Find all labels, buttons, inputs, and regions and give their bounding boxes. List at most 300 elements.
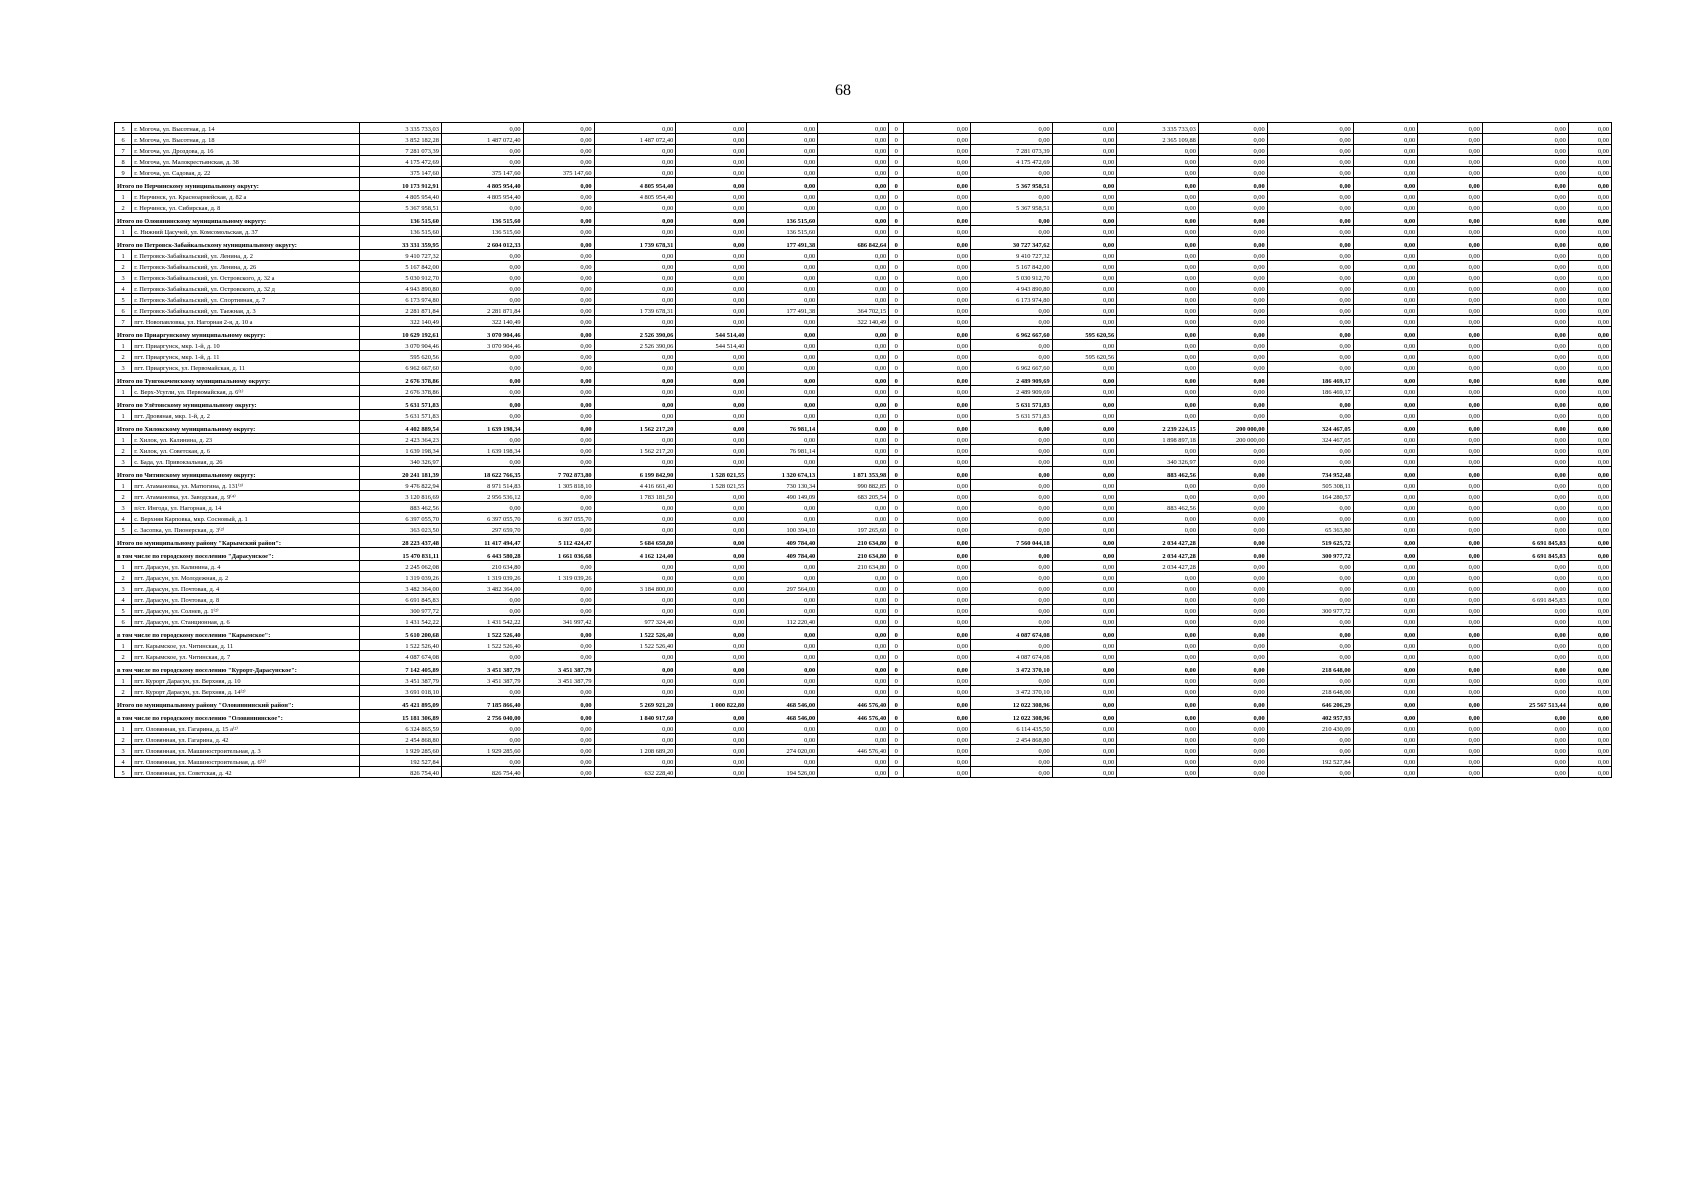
amount-cell: 0,00 bbox=[904, 756, 971, 767]
amount-cell: 0,00 bbox=[904, 421, 971, 434]
amount-cell: 0,00 bbox=[1353, 226, 1418, 237]
amount-cell: 0,00 bbox=[1482, 513, 1568, 524]
amount-cell: 0,00 bbox=[676, 734, 747, 745]
amount-cell: 0,00 bbox=[1418, 202, 1483, 213]
amount-cell: 0,00 bbox=[1418, 640, 1483, 651]
amount-cell: 136 515,60 bbox=[747, 226, 818, 237]
table-row bbox=[115, 640, 1612, 651]
address-cell: пгт. Приаргунск, мкр. 1-й, д. 10 bbox=[132, 340, 360, 351]
amount-cell: 0,00 bbox=[970, 123, 1052, 134]
amount-cell: 0,00 bbox=[1198, 191, 1267, 202]
subtotal-title: Итого по Петровск-Забайкальскому муниципальному округу: bbox=[115, 237, 360, 250]
amount-cell: 0,00 bbox=[1353, 202, 1418, 213]
amount-cell: 0,00 bbox=[970, 316, 1052, 327]
amount-cell: 0,00 bbox=[1353, 640, 1418, 651]
table-row bbox=[115, 261, 1612, 272]
amount-cell: 446 576,40 bbox=[818, 745, 889, 756]
amount-cell: 6 114 435,50 bbox=[970, 723, 1052, 734]
amount-cell: 0,00 bbox=[1568, 351, 1611, 362]
amount-cell: 0,00 bbox=[1418, 710, 1483, 723]
amount-cell: 0,00 bbox=[1117, 767, 1199, 778]
amount-cell: 883 462,56 bbox=[1117, 467, 1199, 480]
amount-cell: 0,00 bbox=[1353, 605, 1418, 616]
amount-cell: 4 805 954,40 bbox=[594, 178, 676, 191]
amount-cell: 0,00 bbox=[1482, 756, 1568, 767]
amount-cell: 0,00 bbox=[818, 662, 889, 675]
amount-cell: 0,00 bbox=[1418, 167, 1483, 178]
amount-cell: 0,00 bbox=[676, 226, 747, 237]
amount-cell: 0,00 bbox=[676, 594, 747, 605]
subtotal-title: Итого по муниципальному району "Оловяннинский район": bbox=[115, 697, 360, 710]
amount-cell: 0,00 bbox=[1418, 480, 1483, 491]
table-row bbox=[115, 226, 1612, 237]
amount-cell: 0,00 bbox=[1353, 456, 1418, 467]
amount-cell: 0,00 bbox=[1267, 272, 1353, 283]
amount-cell: 0,00 bbox=[1267, 351, 1353, 362]
amount-cell: 0,00 bbox=[1052, 145, 1117, 156]
amount-cell: 0,00 bbox=[1353, 362, 1418, 373]
amount-cell: 0,00 bbox=[818, 156, 889, 167]
amount-cell: 0,00 bbox=[1568, 421, 1611, 434]
amount-cell: 0,00 bbox=[441, 502, 523, 513]
subtotal-title: в том числе по городскому поселению "Дарасунское": bbox=[115, 548, 360, 561]
amount-cell: 0,00 bbox=[1198, 572, 1267, 583]
amount-cell: 0,00 bbox=[1117, 627, 1199, 640]
amount-cell: 0,00 bbox=[1052, 723, 1117, 734]
amount-cell: 0,00 bbox=[747, 686, 818, 697]
amount-cell: 0,00 bbox=[970, 445, 1052, 456]
amount-cell: 0,00 bbox=[1482, 156, 1568, 167]
amount-cell: 5 367 958,51 bbox=[360, 202, 442, 213]
amount-cell: 0,00 bbox=[1482, 445, 1568, 456]
amount-cell: 0,00 bbox=[904, 316, 971, 327]
amount-cell: 0 bbox=[889, 627, 904, 640]
amount-cell: 0,00 bbox=[523, 710, 594, 723]
amount-cell: 300 977,72 bbox=[1267, 548, 1353, 561]
table-row bbox=[115, 513, 1612, 524]
amount-cell: 0,00 bbox=[523, 123, 594, 134]
amount-cell: 0,00 bbox=[1418, 250, 1483, 261]
amount-cell: 0,00 bbox=[1198, 480, 1267, 491]
amount-cell: 6 962 667,60 bbox=[970, 327, 1052, 340]
table-row bbox=[115, 305, 1612, 316]
amount-cell: 4 175 472,69 bbox=[360, 156, 442, 167]
amount-cell: 0 bbox=[889, 191, 904, 202]
amount-cell: 0,00 bbox=[1568, 434, 1611, 445]
address-cell: пгт. Оловянная, ул. Гагарина, д. 42 bbox=[132, 734, 360, 745]
amount-cell: 0,00 bbox=[676, 272, 747, 283]
amount-cell: 446 576,40 bbox=[818, 710, 889, 723]
amount-cell: 0,00 bbox=[1052, 583, 1117, 594]
amount-cell: 0,00 bbox=[1117, 410, 1199, 421]
amount-cell: 0,00 bbox=[523, 640, 594, 651]
amount-cell: 0,00 bbox=[1353, 445, 1418, 456]
address-cell: г. Нерчинск, ул. Красноармейская, д. 82 а bbox=[132, 191, 360, 202]
amount-cell: 0,00 bbox=[818, 397, 889, 410]
amount-cell: 0,00 bbox=[1117, 272, 1199, 283]
amount-cell: 0,00 bbox=[1568, 397, 1611, 410]
amount-cell: 2 281 871,84 bbox=[360, 305, 442, 316]
amount-cell: 0,00 bbox=[970, 583, 1052, 594]
amount-cell: 0,00 bbox=[1267, 640, 1353, 651]
amount-cell: 6 324 865,59 bbox=[360, 723, 442, 734]
subtotal-title: Итого по Улётовскому муниципальному округу: bbox=[115, 397, 360, 410]
amount-cell: 0,00 bbox=[1418, 627, 1483, 640]
amount-cell: 4 805 954,40 bbox=[441, 178, 523, 191]
amount-cell: 0,00 bbox=[747, 627, 818, 640]
amount-cell: 210 430,09 bbox=[1267, 723, 1353, 734]
amount-cell: 1 528 021,55 bbox=[676, 467, 747, 480]
amount-cell: 0,00 bbox=[1198, 548, 1267, 561]
amount-cell: 0,00 bbox=[1568, 202, 1611, 213]
amount-cell: 15 181 306,89 bbox=[360, 710, 442, 723]
amount-cell: 0,00 bbox=[1482, 480, 1568, 491]
amount-cell: 0,00 bbox=[1568, 686, 1611, 697]
amount-cell: 0,00 bbox=[1418, 340, 1483, 351]
amount-cell: 0 bbox=[889, 362, 904, 373]
amount-cell: 0,00 bbox=[594, 397, 676, 410]
amount-cell: 0,00 bbox=[818, 456, 889, 467]
amount-cell: 65 363,80 bbox=[1267, 524, 1353, 535]
amount-cell: 0,00 bbox=[441, 723, 523, 734]
amount-cell: 0,00 bbox=[904, 513, 971, 524]
amount-cell: 544 514,40 bbox=[676, 327, 747, 340]
amount-cell: 0,00 bbox=[1418, 502, 1483, 513]
amount-cell: 324 467,05 bbox=[1267, 421, 1353, 434]
address-cell: пгт. Атамановка, ул. Матюгина, д. 131⁽³⁾ bbox=[132, 480, 360, 491]
amount-cell: 0 bbox=[889, 745, 904, 756]
amount-cell: 0,00 bbox=[676, 640, 747, 651]
amount-cell: 0,00 bbox=[1482, 191, 1568, 202]
amount-cell: 0,00 bbox=[1482, 202, 1568, 213]
amount-cell: 0,00 bbox=[676, 178, 747, 191]
amount-cell: 375 147,60 bbox=[441, 167, 523, 178]
address-cell: с. Верх-Усугли, ул. Первомайская, д. 6⁽¹⁾ bbox=[132, 386, 360, 397]
amount-cell: 0,00 bbox=[1482, 651, 1568, 662]
amount-cell: 0,00 bbox=[1482, 502, 1568, 513]
amount-cell: 0,00 bbox=[904, 213, 971, 226]
amount-cell: 0,00 bbox=[904, 167, 971, 178]
amount-cell: 0,00 bbox=[1418, 548, 1483, 561]
amount-cell: 0,00 bbox=[818, 213, 889, 226]
address-cell: пгт. Курорт Дарасун, ул. Верхняя, д. 14⁽²⁾ bbox=[132, 686, 360, 697]
amount-cell: 0,00 bbox=[1482, 675, 1568, 686]
amount-cell: 1 208 689,20 bbox=[594, 745, 676, 756]
amount-cell: 0,00 bbox=[818, 767, 889, 778]
address-cell: пгт. Дарасун, ул. Молодежная, д. 2 bbox=[132, 572, 360, 583]
amount-cell: 0,00 bbox=[1267, 261, 1353, 272]
amount-cell: 0,00 bbox=[594, 202, 676, 213]
amount-cell: 0,00 bbox=[970, 548, 1052, 561]
amount-cell: 0,00 bbox=[1117, 397, 1199, 410]
subtotal-title: Итого по Тунгокоченскому муниципальному округу: bbox=[115, 373, 360, 386]
amount-cell: 0,00 bbox=[1052, 316, 1117, 327]
amount-cell: 0,00 bbox=[904, 480, 971, 491]
amount-cell: 375 147,60 bbox=[360, 167, 442, 178]
amount-cell: 0,00 bbox=[747, 640, 818, 651]
amount-cell: 0,00 bbox=[1267, 134, 1353, 145]
amount-cell: 4 087 674,08 bbox=[970, 651, 1052, 662]
address-cell: г. Петровск-Забайкальский, ул. Островского, д. 32 а bbox=[132, 272, 360, 283]
amount-cell: 200 000,00 bbox=[1198, 421, 1267, 434]
amount-cell: 0,00 bbox=[1198, 583, 1267, 594]
amount-cell: 0,00 bbox=[1052, 167, 1117, 178]
amount-cell: 0,00 bbox=[970, 594, 1052, 605]
subtotal-row bbox=[115, 421, 1612, 434]
row-number: 1 bbox=[115, 191, 132, 202]
subtotal-row bbox=[115, 627, 1612, 640]
amount-cell: 0,00 bbox=[1052, 261, 1117, 272]
amount-cell: 0,00 bbox=[1117, 305, 1199, 316]
row-number: 5 bbox=[115, 294, 132, 305]
amount-cell: 0,00 bbox=[1353, 294, 1418, 305]
amount-cell: 0,00 bbox=[1418, 327, 1483, 340]
amount-cell: 0,00 bbox=[1117, 605, 1199, 616]
amount-cell: 0,00 bbox=[1418, 237, 1483, 250]
subtotal-row bbox=[115, 213, 1612, 226]
amount-cell: 0,00 bbox=[1117, 167, 1199, 178]
amount-cell: 0,00 bbox=[1198, 202, 1267, 213]
amount-cell: 0,00 bbox=[1117, 156, 1199, 167]
amount-cell: 0,00 bbox=[594, 734, 676, 745]
amount-cell: 0,00 bbox=[441, 156, 523, 167]
table-row bbox=[115, 651, 1612, 662]
amount-cell: 0 bbox=[889, 351, 904, 362]
amount-cell: 0,00 bbox=[1117, 226, 1199, 237]
table-row bbox=[115, 561, 1612, 572]
amount-cell: 0,00 bbox=[1482, 410, 1568, 421]
amount-cell: 12 022 308,96 bbox=[970, 710, 1052, 723]
address-cell: с. Засопка, ул. Пионерская, д. 3⁽²⁾ bbox=[132, 524, 360, 535]
table-row bbox=[115, 583, 1612, 594]
amount-cell: 0,00 bbox=[1418, 386, 1483, 397]
amount-cell: 0,00 bbox=[441, 351, 523, 362]
amount-cell: 0,00 bbox=[1052, 250, 1117, 261]
amount-cell: 0,00 bbox=[1418, 145, 1483, 156]
amount-cell: 364 702,15 bbox=[818, 305, 889, 316]
amount-cell: 15 470 831,11 bbox=[360, 548, 442, 561]
amount-cell: 0,00 bbox=[441, 272, 523, 283]
amount-cell: 0,00 bbox=[594, 261, 676, 272]
amount-cell: 0,00 bbox=[747, 723, 818, 734]
amount-cell: 0,00 bbox=[676, 662, 747, 675]
amount-cell: 0 bbox=[889, 502, 904, 513]
amount-cell: 0,00 bbox=[594, 123, 676, 134]
address-cell: с. Верхняя Карповка, мкр. Сосновый, д. 1 bbox=[132, 513, 360, 524]
address-cell: пгт. Дарасун, ул. Почтовая, д. 8 bbox=[132, 594, 360, 605]
table-row bbox=[115, 480, 1612, 491]
amount-cell: 322 140,49 bbox=[441, 316, 523, 327]
amount-cell: 0,00 bbox=[904, 572, 971, 583]
amount-cell: 0,00 bbox=[904, 535, 971, 548]
amount-cell: 883 462,56 bbox=[1117, 502, 1199, 513]
amount-cell: 0,00 bbox=[523, 524, 594, 535]
amount-cell: 5 030 912,70 bbox=[970, 272, 1052, 283]
amount-cell: 0,00 bbox=[1117, 480, 1199, 491]
subtotal-row bbox=[115, 237, 1612, 250]
amount-cell: 0 bbox=[889, 513, 904, 524]
amount-cell: 0,00 bbox=[1418, 305, 1483, 316]
amount-cell: 0,00 bbox=[441, 386, 523, 397]
amount-cell: 0,00 bbox=[676, 250, 747, 261]
amount-cell: 375 147,60 bbox=[523, 167, 594, 178]
amount-cell: 194 526,00 bbox=[747, 767, 818, 778]
amount-cell: 0,00 bbox=[1418, 686, 1483, 697]
amount-cell: 4 087 674,08 bbox=[360, 651, 442, 662]
amount-cell: 0 bbox=[889, 756, 904, 767]
amount-cell: 0,00 bbox=[747, 250, 818, 261]
amount-cell: 0,00 bbox=[1198, 272, 1267, 283]
amount-cell: 0,00 bbox=[1052, 535, 1117, 548]
amount-cell: 0,00 bbox=[904, 561, 971, 572]
table-row bbox=[115, 410, 1612, 421]
amount-cell: 0,00 bbox=[1418, 675, 1483, 686]
amount-cell: 0,00 bbox=[676, 605, 747, 616]
amount-cell: 0,00 bbox=[523, 272, 594, 283]
amount-cell: 0,00 bbox=[1052, 640, 1117, 651]
amount-cell: 0,00 bbox=[1418, 723, 1483, 734]
subtotal-row bbox=[115, 710, 1612, 723]
amount-cell: 30 727 347,62 bbox=[970, 237, 1052, 250]
amount-cell: 0,00 bbox=[1267, 502, 1353, 513]
amount-cell: 0,00 bbox=[594, 524, 676, 535]
amount-cell: 0,00 bbox=[1052, 456, 1117, 467]
amount-cell: 0,00 bbox=[676, 710, 747, 723]
amount-cell: 0,00 bbox=[523, 226, 594, 237]
amount-cell: 0,00 bbox=[1482, 605, 1568, 616]
amount-cell: 0 bbox=[889, 640, 904, 651]
amount-cell: 632 228,40 bbox=[594, 767, 676, 778]
amount-cell: 3 335 733,03 bbox=[1117, 123, 1199, 134]
amount-cell: 0,00 bbox=[1353, 745, 1418, 756]
amount-cell: 0,00 bbox=[441, 283, 523, 294]
amount-cell: 0,00 bbox=[747, 675, 818, 686]
amount-cell: 0,00 bbox=[1353, 316, 1418, 327]
amount-cell: 0,00 bbox=[1418, 583, 1483, 594]
amount-cell: 0,00 bbox=[441, 261, 523, 272]
amount-cell: 0 bbox=[889, 261, 904, 272]
amount-cell: 0,00 bbox=[1418, 467, 1483, 480]
amount-cell: 0,00 bbox=[523, 156, 594, 167]
amount-cell: 0,00 bbox=[1198, 167, 1267, 178]
row-number: 3 bbox=[115, 362, 132, 373]
amount-cell: 0,00 bbox=[1198, 627, 1267, 640]
amount-cell: 0,00 bbox=[1052, 627, 1117, 640]
amount-cell: 0,00 bbox=[1052, 697, 1117, 710]
amount-cell: 1 840 917,60 bbox=[594, 710, 676, 723]
amount-cell: 0,00 bbox=[1052, 467, 1117, 480]
amount-cell: 0,00 bbox=[1117, 294, 1199, 305]
amount-cell: 0,00 bbox=[1198, 675, 1267, 686]
amount-cell: 0,00 bbox=[1353, 237, 1418, 250]
amount-cell: 1 661 036,68 bbox=[523, 548, 594, 561]
amount-cell: 5 631 571,83 bbox=[360, 397, 442, 410]
amount-cell: 2 676 378,86 bbox=[360, 386, 442, 397]
amount-cell: 0,00 bbox=[1198, 745, 1267, 756]
amount-cell: 686 842,64 bbox=[818, 237, 889, 250]
amount-cell: 0 bbox=[889, 123, 904, 134]
amount-cell: 0,00 bbox=[1353, 261, 1418, 272]
amount-cell: 0,00 bbox=[676, 123, 747, 134]
amount-cell: 192 527,84 bbox=[360, 756, 442, 767]
amount-cell: 0,00 bbox=[676, 261, 747, 272]
amount-cell: 0,00 bbox=[1353, 756, 1418, 767]
amount-cell: 6 173 974,80 bbox=[970, 294, 1052, 305]
amount-cell: 0,00 bbox=[1052, 373, 1117, 386]
amount-cell: 0,00 bbox=[904, 134, 971, 145]
amount-cell: 0,00 bbox=[1353, 340, 1418, 351]
amount-cell: 0,00 bbox=[523, 261, 594, 272]
amount-cell: 210 634,80 bbox=[818, 561, 889, 572]
amount-cell: 4 087 674,08 bbox=[970, 627, 1052, 640]
amount-cell: 5 167 842,00 bbox=[360, 261, 442, 272]
address-cell: г. Петровск-Забайкальский, ул. Спортивная, д. 7 bbox=[132, 294, 360, 305]
amount-cell: 210 634,80 bbox=[441, 561, 523, 572]
amount-cell: 0,00 bbox=[676, 524, 747, 535]
amount-cell: 5 030 912,70 bbox=[360, 272, 442, 283]
amount-cell: 0,00 bbox=[1353, 397, 1418, 410]
amount-cell: 1 487 072,40 bbox=[594, 134, 676, 145]
table-row bbox=[115, 283, 1612, 294]
amount-cell: 0,00 bbox=[1353, 145, 1418, 156]
amount-cell: 0,00 bbox=[1482, 261, 1568, 272]
amount-cell: 0,00 bbox=[970, 605, 1052, 616]
address-cell: с. Нижний Цасучей, ул. Комсомольская, д. 37 bbox=[132, 226, 360, 237]
amount-cell: 734 952,48 bbox=[1267, 467, 1353, 480]
amount-cell: 0,00 bbox=[1267, 340, 1353, 351]
amount-cell: 0,00 bbox=[1267, 213, 1353, 226]
amount-cell: 0,00 bbox=[1198, 734, 1267, 745]
amount-cell: 0 bbox=[889, 156, 904, 167]
amount-cell: 0,00 bbox=[676, 213, 747, 226]
amount-cell: 0,00 bbox=[1198, 513, 1267, 524]
amount-cell: 0,00 bbox=[904, 502, 971, 513]
amount-cell: 0,00 bbox=[1568, 662, 1611, 675]
address-cell: г. Могоча, ул. Высотная, д. 18 bbox=[132, 134, 360, 145]
amount-cell: 0,00 bbox=[441, 202, 523, 213]
amount-cell: 0,00 bbox=[1052, 662, 1117, 675]
row-number: 1 bbox=[115, 340, 132, 351]
amount-cell: 300 977,72 bbox=[360, 605, 442, 616]
amount-cell: 1 929 285,60 bbox=[441, 745, 523, 756]
amount-cell: 0,00 bbox=[523, 397, 594, 410]
amount-cell: 2 676 378,86 bbox=[360, 373, 442, 386]
amount-cell: 0,00 bbox=[594, 434, 676, 445]
row-number: 6 bbox=[115, 134, 132, 145]
table-row bbox=[115, 250, 1612, 261]
amount-cell: 0,00 bbox=[676, 686, 747, 697]
amount-cell: 0,00 bbox=[1482, 397, 1568, 410]
amount-cell: 136 515,60 bbox=[747, 213, 818, 226]
amount-cell: 0,00 bbox=[1117, 710, 1199, 723]
amount-cell: 0,00 bbox=[818, 686, 889, 697]
subtotal-title: Итого по Нерчинскому муниципальному округу: bbox=[115, 178, 360, 191]
amount-cell: 0,00 bbox=[1418, 734, 1483, 745]
amount-cell: 0,00 bbox=[523, 351, 594, 362]
row-number: 4 bbox=[115, 513, 132, 524]
row-number: 6 bbox=[115, 305, 132, 316]
amount-cell: 3 335 733,03 bbox=[360, 123, 442, 134]
amount-cell: 0,00 bbox=[1418, 316, 1483, 327]
amount-cell: 0,00 bbox=[1052, 272, 1117, 283]
amount-cell: 0,00 bbox=[1198, 756, 1267, 767]
amount-cell: 0,00 bbox=[441, 410, 523, 421]
amount-cell: 0,00 bbox=[1418, 134, 1483, 145]
amount-cell: 0,00 bbox=[1198, 662, 1267, 675]
amount-cell: 0,00 bbox=[1568, 572, 1611, 583]
amount-cell: 0,00 bbox=[904, 327, 971, 340]
amount-cell: 0,00 bbox=[1482, 456, 1568, 467]
